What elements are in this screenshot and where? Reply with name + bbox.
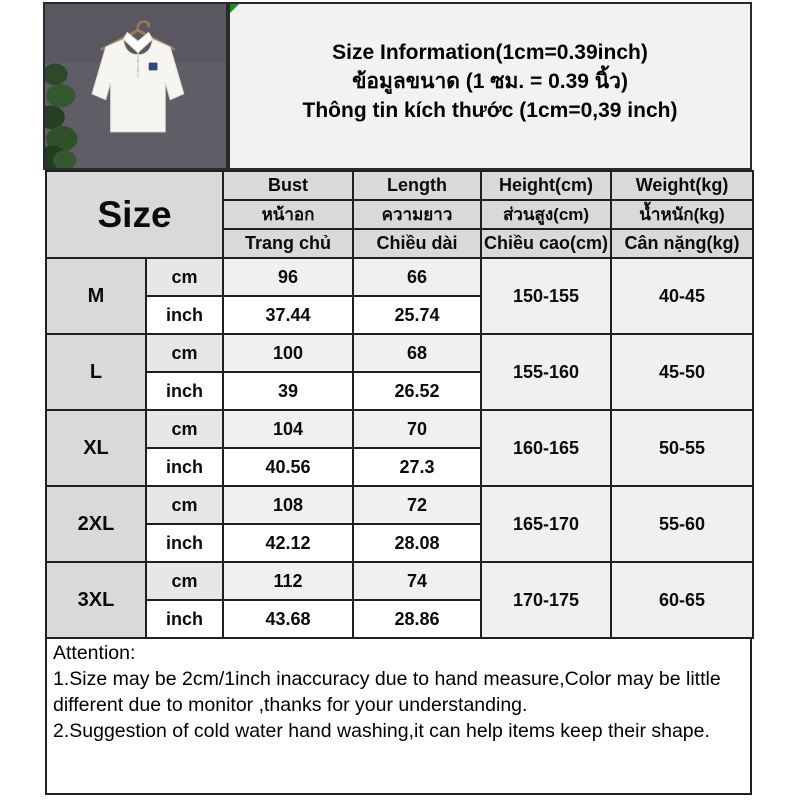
weight-range-value: 55-60 — [611, 486, 753, 562]
col-header-length-th: ความยาว — [353, 200, 481, 229]
height-range-value: 160-165 — [481, 410, 611, 486]
unit-label-inch: inch — [146, 372, 223, 410]
title-line-th: ข้อมูลขนาด (1 ซม. = 0.39 นิ้ว) — [352, 70, 628, 93]
bust-cm-value: 104 — [223, 410, 353, 448]
col-header-height-vi: Chiều cao(cm) — [481, 229, 611, 258]
attention-section — [45, 637, 752, 795]
title-box — [228, 2, 752, 170]
length-inch-value: 27.3 — [353, 448, 481, 486]
size-label: M — [46, 258, 146, 334]
col-header-bust-vi: Trang chủ — [223, 229, 353, 258]
page-title — [230, 4, 750, 125]
unit-label-inch: inch — [146, 600, 223, 638]
height-range-value: 170-175 — [481, 562, 611, 638]
col-header-weight-en: Weight(kg) — [611, 171, 753, 200]
attention-note-2: 2.Suggestion of cold water hand washing,it can help items keep their shape. — [53, 720, 710, 742]
bust-inch-value: 43.68 — [223, 600, 353, 638]
col-header-bust-th: หน้าอก — [223, 200, 353, 229]
height-range-value: 165-170 — [481, 486, 611, 562]
attention-note-1: 1.Size may be 2cm/1inch inaccuracy due to hand measure,Color may be little different due to monitor ,thanks for your understanding. — [53, 668, 721, 716]
col-header-weight-th: น้ำหนัก(kg) — [611, 200, 753, 229]
col-header-weight-vi: Cân nặng(kg) — [611, 229, 753, 258]
bust-cm-value: 108 — [223, 486, 353, 524]
bust-cm-value: 96 — [223, 258, 353, 296]
title-line-en: Size Information(1cm=0.39inch) — [332, 41, 648, 64]
unit-label-cm: cm — [146, 562, 223, 600]
unit-label-cm: cm — [146, 258, 223, 296]
size-label: XL — [46, 410, 146, 486]
product-photo — [43, 2, 228, 170]
length-cm-value: 70 — [353, 410, 481, 448]
weight-range-value: 45-50 — [611, 334, 753, 410]
col-header-bust-en: Bust — [223, 171, 353, 200]
unit-label-inch: inch — [146, 524, 223, 562]
length-cm-value: 74 — [353, 562, 481, 600]
length-cm-value: 66 — [353, 258, 481, 296]
size-label: L — [46, 334, 146, 410]
bust-inch-value: 39 — [223, 372, 353, 410]
unit-label-cm: cm — [146, 486, 223, 524]
attention-label: Attention: — [53, 642, 136, 664]
bust-cm-value: 100 — [223, 334, 353, 372]
length-cm-value: 72 — [353, 486, 481, 524]
length-inch-value: 28.08 — [353, 524, 481, 562]
col-header-height-th: ส่วนสูง(cm) — [481, 200, 611, 229]
unit-label-cm: cm — [146, 334, 223, 372]
bust-inch-value: 37.44 — [223, 296, 353, 334]
col-header-length-en: Length — [353, 171, 481, 200]
polo-chest-logo — [149, 63, 158, 71]
bust-cm-value: 112 — [223, 562, 353, 600]
bust-inch-value: 40.56 — [223, 448, 353, 486]
weight-range-value: 50-55 — [611, 410, 753, 486]
unit-label-inch: inch — [146, 296, 223, 334]
bust-inch-value: 42.12 — [223, 524, 353, 562]
length-inch-value: 26.52 — [353, 372, 481, 410]
product-photo-graphic — [45, 4, 226, 168]
size-corner-header: Size — [46, 171, 223, 258]
size-label: 3XL — [46, 562, 146, 638]
weight-range-value: 40-45 — [611, 258, 753, 334]
title-line-vi: Thông tin kích thước (1cm=0,39 inch) — [302, 99, 678, 122]
length-inch-value: 28.86 — [353, 600, 481, 638]
size-label: 2XL — [46, 486, 146, 562]
height-range-value: 155-160 — [481, 334, 611, 410]
size-table — [45, 170, 754, 639]
unit-label-cm: cm — [146, 410, 223, 448]
length-cm-value: 68 — [353, 334, 481, 372]
length-inch-value: 25.74 — [353, 296, 481, 334]
unit-label-inch: inch — [146, 448, 223, 486]
height-range-value: 150-155 — [481, 258, 611, 334]
green-corner-accent — [230, 4, 239, 13]
weight-range-value: 60-65 — [611, 562, 753, 638]
col-header-height-en: Height(cm) — [481, 171, 611, 200]
col-header-length-vi: Chiều dài — [353, 229, 481, 258]
